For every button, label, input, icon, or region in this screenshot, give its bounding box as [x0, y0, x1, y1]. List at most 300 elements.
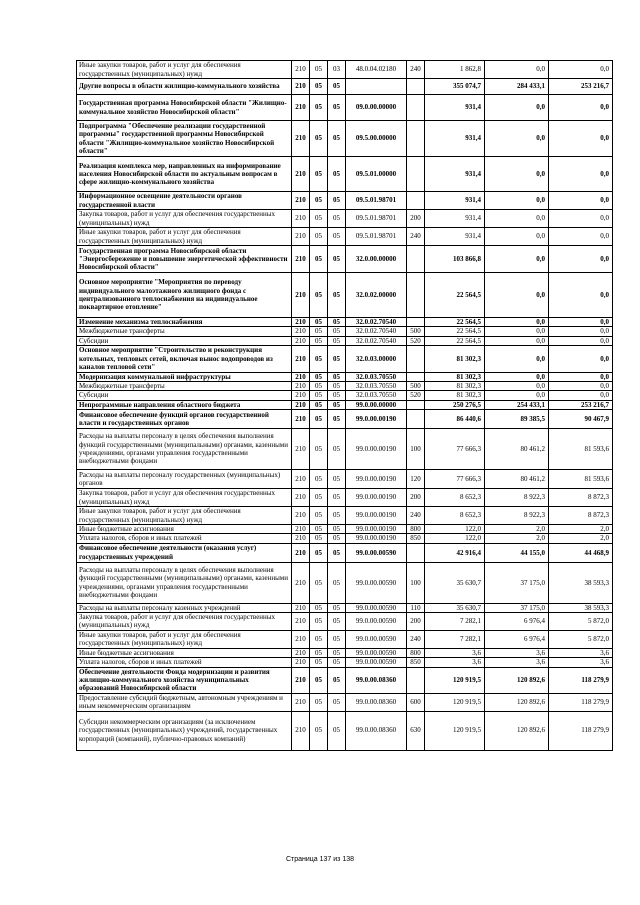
row-name: Уплата налогов, сборов и иных платежей — [77, 658, 292, 667]
cell-csr: 99.0.00.00190 — [346, 489, 407, 507]
cell-amount-3: 0,0 — [549, 192, 613, 210]
table-row — [77, 562, 613, 603]
row-name: Подпрограмма "Обеспечение реализации государственной программы" государственной программы Новосибирской области "Жилищно-коммунальное хозяйство Новосибирской области" — [77, 121, 292, 157]
cell-amount-1: 81 302,3 — [425, 391, 485, 400]
cell-amount-1: 81 302,3 — [425, 382, 485, 391]
cell-amount-3: 0,0 — [549, 246, 613, 273]
cell-amount-3: 253 216,7 — [549, 79, 613, 95]
cell-rz: 05 — [310, 525, 328, 534]
cell-amount-3: 0,0 — [549, 382, 613, 391]
cell-amount-2: 0,0 — [485, 157, 549, 192]
cell-amount-3: 8 872,3 — [549, 507, 613, 525]
cell-vr — [407, 345, 425, 372]
page-footer: Страница 137 из 138 — [285, 856, 355, 863]
cell-amount-1: 103 866,8 — [425, 246, 485, 273]
cell-vr: 240 — [407, 507, 425, 525]
cell-pr: 05 — [328, 336, 346, 345]
cell-amount-1: 22 564,5 — [425, 318, 485, 327]
cell-amount-2: 0,0 — [485, 246, 549, 273]
cell-vr: 500 — [407, 382, 425, 391]
row-name: Государственная программа Новосибирской области "Энергосбережение и повышение энергетической эффективности Новосибирской области" — [77, 246, 292, 273]
cell-amount-1: 77 666,3 — [425, 470, 485, 489]
table-row — [77, 327, 613, 336]
cell-pr: 05 — [328, 210, 346, 228]
cell-csr: 99.0.00.00000 — [346, 400, 407, 409]
cell-rz: 05 — [310, 630, 328, 648]
cell-pr: 05 — [328, 543, 346, 562]
cell-gr: 210 — [292, 400, 310, 409]
cell-csr: 99.0.00.08360 — [346, 711, 407, 750]
cell-amount-1: 8 652,3 — [425, 489, 485, 507]
cell-amount-3: 81 593,6 — [549, 470, 613, 489]
cell-amount-3: 44 468,9 — [549, 543, 613, 562]
cell-amount-2: 254 433,1 — [485, 400, 549, 409]
cell-amount-1: 22 564,5 — [425, 336, 485, 345]
cell-amount-1: 35 630,7 — [425, 603, 485, 612]
table-row — [77, 658, 613, 667]
table-row — [77, 667, 613, 693]
cell-csr: 99.0.00.00590 — [346, 543, 407, 562]
cell-gr: 210 — [292, 318, 310, 327]
table-row — [77, 410, 613, 429]
cell-csr — [346, 79, 407, 95]
cell-vr — [407, 95, 425, 121]
row-name: Закупка товаров, работ и услуг для обеспечения государственных (муниципальных) нужд — [77, 210, 292, 228]
cell-csr: 99.0.00.00190 — [346, 470, 407, 489]
cell-amount-3: 118 279,9 — [549, 693, 613, 711]
table-row — [77, 61, 613, 79]
cell-rz: 05 — [310, 192, 328, 210]
cell-amount-3: 0,0 — [549, 228, 613, 246]
cell-amount-2: 120 892,6 — [485, 693, 549, 711]
cell-amount-2: 0,0 — [485, 327, 549, 336]
cell-vr: 800 — [407, 648, 425, 657]
cell-amount-1: 77 666,3 — [425, 429, 485, 470]
cell-vr: 200 — [407, 612, 425, 630]
cell-rz: 05 — [310, 693, 328, 711]
cell-vr — [407, 157, 425, 192]
cell-amount-3: 5 872,0 — [549, 612, 613, 630]
cell-amount-3: 81 593,6 — [549, 429, 613, 470]
cell-amount-3: 38 593,3 — [549, 603, 613, 612]
cell-amount-2: 0,0 — [485, 318, 549, 327]
cell-pr: 05 — [328, 507, 346, 525]
cell-gr: 210 — [292, 336, 310, 345]
cell-amount-2: 284 433,1 — [485, 79, 549, 95]
cell-rz: 05 — [310, 228, 328, 246]
row-name: Модернизация коммунальной инфраструктуры — [77, 372, 292, 381]
cell-csr: 99.0.00.00590 — [346, 658, 407, 667]
cell-rz: 05 — [310, 507, 328, 525]
cell-vr: 100 — [407, 429, 425, 470]
cell-amount-2: 6 976,4 — [485, 612, 549, 630]
cell-pr: 05 — [328, 246, 346, 273]
table-row — [77, 612, 613, 630]
cell-csr: 32.0.02.00000 — [346, 273, 407, 318]
cell-rz: 05 — [310, 121, 328, 157]
cell-gr: 210 — [292, 603, 310, 612]
cell-gr: 210 — [292, 382, 310, 391]
row-name: Иные бюджетные ассигнования — [77, 648, 292, 657]
table-row — [77, 79, 613, 95]
budget-table-container — [76, 60, 612, 751]
cell-csr: 48.0.04.02180 — [346, 61, 407, 79]
cell-rz: 05 — [310, 667, 328, 693]
cell-amount-2: 2,0 — [485, 534, 549, 543]
row-name: Субсидии некоммерческим организациям (за исключением государственных (муниципальных) учреждений, государственных корпораций (компаний), публично-правовых компаний) — [77, 711, 292, 750]
cell-amount-3: 0,0 — [549, 273, 613, 318]
cell-rz: 05 — [310, 410, 328, 429]
cell-pr: 05 — [328, 562, 346, 603]
cell-amount-2: 44 155,0 — [485, 543, 549, 562]
row-name: Финансовое обеспечение деятельности (оказания услуг) государственных учреждений — [77, 543, 292, 562]
cell-rz: 05 — [310, 400, 328, 409]
cell-gr: 210 — [292, 327, 310, 336]
cell-pr: 05 — [328, 612, 346, 630]
row-name: Закупка товаров, работ и услуг для обеспечения государственных (муниципальных) нужд — [77, 489, 292, 507]
cell-csr: 99.0.00.00590 — [346, 562, 407, 603]
table-row — [77, 157, 613, 192]
cell-amount-2: 8 922,3 — [485, 507, 549, 525]
cell-rz: 05 — [310, 61, 328, 79]
cell-gr: 210 — [292, 658, 310, 667]
cell-amount-1: 22 564,5 — [425, 327, 485, 336]
row-name: Расходы на выплаты персоналу в целях обеспечения выполнения функций государственными (муниципальными) органами, казенными учреждениями, органами управления государственными внебюджетными фондами — [77, 429, 292, 470]
cell-pr: 05 — [328, 693, 346, 711]
cell-amount-3: 3,6 — [549, 648, 613, 657]
cell-gr: 210 — [292, 470, 310, 489]
cell-amount-2: 0,0 — [485, 345, 549, 372]
cell-amount-1: 3,6 — [425, 658, 485, 667]
cell-csr: 99.0.00.00190 — [346, 507, 407, 525]
cell-csr: 09.5.00.00000 — [346, 121, 407, 157]
cell-pr: 05 — [328, 648, 346, 657]
cell-gr: 210 — [292, 534, 310, 543]
cell-csr: 99.0.00.00590 — [346, 648, 407, 657]
cell-amount-3: 3,6 — [549, 658, 613, 667]
cell-pr: 05 — [328, 658, 346, 667]
cell-csr: 99.0.00.00190 — [346, 410, 407, 429]
cell-csr: 32.0.02.70540 — [346, 318, 407, 327]
table-row — [77, 400, 613, 409]
cell-amount-3: 0,0 — [549, 318, 613, 327]
cell-pr: 05 — [328, 667, 346, 693]
row-name: Субсидии — [77, 336, 292, 345]
cell-amount-2: 0,0 — [485, 210, 549, 228]
cell-pr: 05 — [328, 157, 346, 192]
table-row — [77, 372, 613, 381]
row-name: Иные закупки товаров, работ и услуг для обеспечения государственных (муниципальных) нужд — [77, 630, 292, 648]
cell-amount-1: 122,0 — [425, 525, 485, 534]
cell-pr: 05 — [328, 603, 346, 612]
cell-csr: 99.0.00.00590 — [346, 612, 407, 630]
cell-gr: 210 — [292, 667, 310, 693]
cell-pr: 05 — [328, 382, 346, 391]
cell-gr: 210 — [292, 507, 310, 525]
cell-gr: 210 — [292, 543, 310, 562]
cell-amount-3: 5 872,0 — [549, 630, 613, 648]
cell-rz: 05 — [310, 711, 328, 750]
cell-amount-3: 0,0 — [549, 391, 613, 400]
table-row — [77, 336, 613, 345]
cell-pr: 05 — [328, 121, 346, 157]
cell-amount-3: 118 279,9 — [549, 711, 613, 750]
cell-gr: 210 — [292, 693, 310, 711]
cell-amount-3: 0,0 — [549, 336, 613, 345]
table-row — [77, 391, 613, 400]
table-row — [77, 273, 613, 318]
cell-pr: 05 — [328, 95, 346, 121]
cell-vr: 240 — [407, 630, 425, 648]
cell-vr: 240 — [407, 61, 425, 79]
row-name: Предоставление субсидий бюджетным, автономным учреждениям и иным некоммерческим организациям — [77, 693, 292, 711]
cell-vr: 520 — [407, 336, 425, 345]
cell-vr — [407, 543, 425, 562]
cell-gr: 210 — [292, 410, 310, 429]
cell-csr: 99.0.00.08360 — [346, 667, 407, 693]
cell-amount-2: 0,0 — [485, 61, 549, 79]
cell-amount-1: 931,4 — [425, 95, 485, 121]
table-row — [77, 429, 613, 470]
row-name: Основное мероприятие "Мероприятия по переводу индивидуального малоэтажного жилищного фонда с централизованного теплоснабжения на индивидуальное поквартирное отопление" — [77, 273, 292, 318]
cell-pr: 05 — [328, 192, 346, 210]
row-name: Изменение механизма теплоснабжения — [77, 318, 292, 327]
cell-pr: 05 — [328, 400, 346, 409]
cell-amount-2: 3,6 — [485, 648, 549, 657]
cell-pr: 05 — [328, 372, 346, 381]
cell-vr — [407, 79, 425, 95]
cell-amount-2: 120 892,6 — [485, 711, 549, 750]
cell-amount-1: 81 302,3 — [425, 372, 485, 381]
cell-amount-1: 7 282,1 — [425, 612, 485, 630]
cell-amount-2: 0,0 — [485, 192, 549, 210]
cell-vr — [407, 372, 425, 381]
cell-vr: 800 — [407, 525, 425, 534]
cell-amount-1: 1 862,8 — [425, 61, 485, 79]
cell-csr: 32.0.02.70540 — [346, 327, 407, 336]
table-row — [77, 470, 613, 489]
cell-amount-1: 120 919,5 — [425, 667, 485, 693]
cell-pr: 05 — [328, 79, 346, 95]
cell-amount-3: 0,0 — [549, 210, 613, 228]
cell-gr: 210 — [292, 95, 310, 121]
cell-vr: 200 — [407, 210, 425, 228]
cell-amount-2: 0,0 — [485, 121, 549, 157]
table-row — [77, 345, 613, 372]
cell-rz: 05 — [310, 470, 328, 489]
cell-vr: 600 — [407, 693, 425, 711]
cell-gr: 210 — [292, 79, 310, 95]
cell-vr — [407, 121, 425, 157]
cell-amount-2: 8 922,3 — [485, 489, 549, 507]
cell-gr: 210 — [292, 648, 310, 657]
row-name: Информационное освещение деятельности органов государственной власти — [77, 192, 292, 210]
cell-amount-2: 0,0 — [485, 273, 549, 318]
cell-amount-1: 122,0 — [425, 534, 485, 543]
cell-csr: 32.0.02.70540 — [346, 336, 407, 345]
cell-rz: 05 — [310, 603, 328, 612]
cell-amount-1: 42 916,4 — [425, 543, 485, 562]
cell-vr — [407, 273, 425, 318]
cell-vr: 100 — [407, 562, 425, 603]
cell-amount-2: 89 385,5 — [485, 410, 549, 429]
table-row — [77, 121, 613, 157]
cell-amount-2: 80 461,2 — [485, 429, 549, 470]
table-row — [77, 543, 613, 562]
row-name: Субсидии — [77, 391, 292, 400]
cell-vr — [407, 192, 425, 210]
table-row — [77, 603, 613, 612]
cell-csr: 32.0.03.70550 — [346, 391, 407, 400]
cell-rz: 05 — [310, 612, 328, 630]
cell-vr: 850 — [407, 534, 425, 543]
table-row — [77, 711, 613, 750]
cell-amount-2: 0,0 — [485, 372, 549, 381]
cell-vr — [407, 667, 425, 693]
cell-amount-1: 931,4 — [425, 121, 485, 157]
cell-pr: 05 — [328, 318, 346, 327]
cell-vr: 630 — [407, 711, 425, 750]
row-name: Иные закупки товаров, работ и услуг для обеспечения государственных (муниципальных) нужд — [77, 228, 292, 246]
cell-amount-2: 3,6 — [485, 658, 549, 667]
cell-vr — [407, 400, 425, 409]
cell-gr: 210 — [292, 612, 310, 630]
row-name: Закупка товаров, работ и услуг для обеспечения государственных (муниципальных) нужд — [77, 612, 292, 630]
cell-csr: 32.0.03.00000 — [346, 345, 407, 372]
row-name: Финансовое обеспечение функций органов государственной власти и государственных органов — [77, 410, 292, 429]
row-name: Другие вопросы в области жилищно-коммунального хозяйства — [77, 79, 292, 95]
cell-amount-3: 0,0 — [549, 157, 613, 192]
row-name: Реализация комплекса мер, направленных на информирование населения Новосибирской области по актуальным вопросам в сфере жилищно-коммунального хозяйства — [77, 157, 292, 192]
table-row — [77, 630, 613, 648]
cell-rz: 05 — [310, 648, 328, 657]
cell-rz: 05 — [310, 336, 328, 345]
cell-pr: 05 — [328, 327, 346, 336]
cell-amount-1: 35 630,7 — [425, 562, 485, 603]
row-name: Межбюджетные трансферты — [77, 382, 292, 391]
cell-amount-2: 2,0 — [485, 525, 549, 534]
cell-rz: 05 — [310, 79, 328, 95]
cell-rz: 05 — [310, 327, 328, 336]
cell-amount-1: 7 282,1 — [425, 630, 485, 648]
cell-csr: 09.5.01.00000 — [346, 157, 407, 192]
table-row — [77, 648, 613, 657]
cell-rz: 05 — [310, 210, 328, 228]
cell-gr: 210 — [292, 429, 310, 470]
cell-amount-1: 81 302,3 — [425, 345, 485, 372]
row-name: Государственная программа Новосибирской области "Жилищно-коммунальное хозяйство Новосибирской области" — [77, 95, 292, 121]
cell-csr: 32.0.03.70550 — [346, 382, 407, 391]
cell-amount-2: 0,0 — [485, 391, 549, 400]
cell-rz: 05 — [310, 157, 328, 192]
cell-rz: 05 — [310, 562, 328, 603]
cell-pr: 05 — [328, 525, 346, 534]
cell-rz: 05 — [310, 543, 328, 562]
row-name: Непрограммные направления областного бюджета — [77, 400, 292, 409]
cell-amount-3: 0,0 — [549, 121, 613, 157]
cell-vr: 110 — [407, 603, 425, 612]
row-name: Расходы на выплаты персоналу государственных (муниципальных) органов — [77, 470, 292, 489]
cell-pr: 03 — [328, 61, 346, 79]
cell-rz: 05 — [310, 658, 328, 667]
cell-gr: 210 — [292, 391, 310, 400]
cell-csr: 99.0.00.08360 — [346, 693, 407, 711]
cell-rz: 05 — [310, 95, 328, 121]
cell-pr: 05 — [328, 470, 346, 489]
cell-gr: 210 — [292, 228, 310, 246]
row-name: Межбюджетные трансферты — [77, 327, 292, 336]
cell-vr: 500 — [407, 327, 425, 336]
cell-gr: 210 — [292, 489, 310, 507]
cell-amount-2: 37 175,0 — [485, 603, 549, 612]
cell-rz: 05 — [310, 429, 328, 470]
cell-rz: 05 — [310, 534, 328, 543]
cell-csr: 99.0.00.00590 — [346, 630, 407, 648]
cell-amount-3: 0,0 — [549, 327, 613, 336]
table-row — [77, 228, 613, 246]
cell-amount-2: 6 976,4 — [485, 630, 549, 648]
cell-amount-1: 8 652,3 — [425, 507, 485, 525]
cell-amount-1: 120 919,5 — [425, 711, 485, 750]
cell-csr: 09.0.00.00000 — [346, 95, 407, 121]
row-name: Расходы на выплаты персоналу в целях обеспечения выполнения функций государственными (муниципальными) органами, казенными учреждениями, органами управления государственными внебюджетными фондами — [77, 562, 292, 603]
cell-amount-3: 253 216,7 — [549, 400, 613, 409]
cell-csr: 09.5.01.98701 — [346, 192, 407, 210]
cell-pr: 05 — [328, 711, 346, 750]
cell-amount-3: 0,0 — [549, 95, 613, 121]
cell-amount-1: 120 919,5 — [425, 693, 485, 711]
table-row — [77, 318, 613, 327]
cell-vr — [407, 318, 425, 327]
cell-csr: 99.0.00.00190 — [346, 534, 407, 543]
cell-amount-1: 931,4 — [425, 210, 485, 228]
cell-rz: 05 — [310, 489, 328, 507]
table-row — [77, 489, 613, 507]
table-row — [77, 192, 613, 210]
cell-csr: 32.0.00.00000 — [346, 246, 407, 273]
cell-rz: 05 — [310, 372, 328, 381]
cell-amount-1: 86 440,6 — [425, 410, 485, 429]
cell-pr: 05 — [328, 391, 346, 400]
cell-csr: 09.5.01.98701 — [346, 210, 407, 228]
cell-gr: 210 — [292, 273, 310, 318]
cell-amount-3: 2,0 — [549, 534, 613, 543]
cell-amount-2: 0,0 — [485, 95, 549, 121]
cell-vr — [407, 410, 425, 429]
budget-table — [76, 60, 613, 751]
table-row — [77, 95, 613, 121]
row-name: Обеспечение деятельности Фонда модернизации и развития жилищно-коммунального хозяйства муниципальных образований Новосибирской области — [77, 667, 292, 693]
cell-rz: 05 — [310, 273, 328, 318]
cell-amount-3: 38 593,3 — [549, 562, 613, 603]
table-row — [77, 210, 613, 228]
cell-pr: 05 — [328, 534, 346, 543]
cell-gr: 210 — [292, 562, 310, 603]
cell-rz: 05 — [310, 382, 328, 391]
cell-amount-1: 355 074,7 — [425, 79, 485, 95]
cell-amount-2: 0,0 — [485, 382, 549, 391]
table-row — [77, 246, 613, 273]
table-row — [77, 525, 613, 534]
cell-pr: 05 — [328, 345, 346, 372]
cell-pr: 05 — [328, 410, 346, 429]
cell-vr: 240 — [407, 228, 425, 246]
cell-csr: 99.0.00.00190 — [346, 525, 407, 534]
cell-amount-2: 37 175,0 — [485, 562, 549, 603]
cell-gr: 210 — [292, 192, 310, 210]
cell-vr: 120 — [407, 470, 425, 489]
cell-rz: 05 — [310, 318, 328, 327]
